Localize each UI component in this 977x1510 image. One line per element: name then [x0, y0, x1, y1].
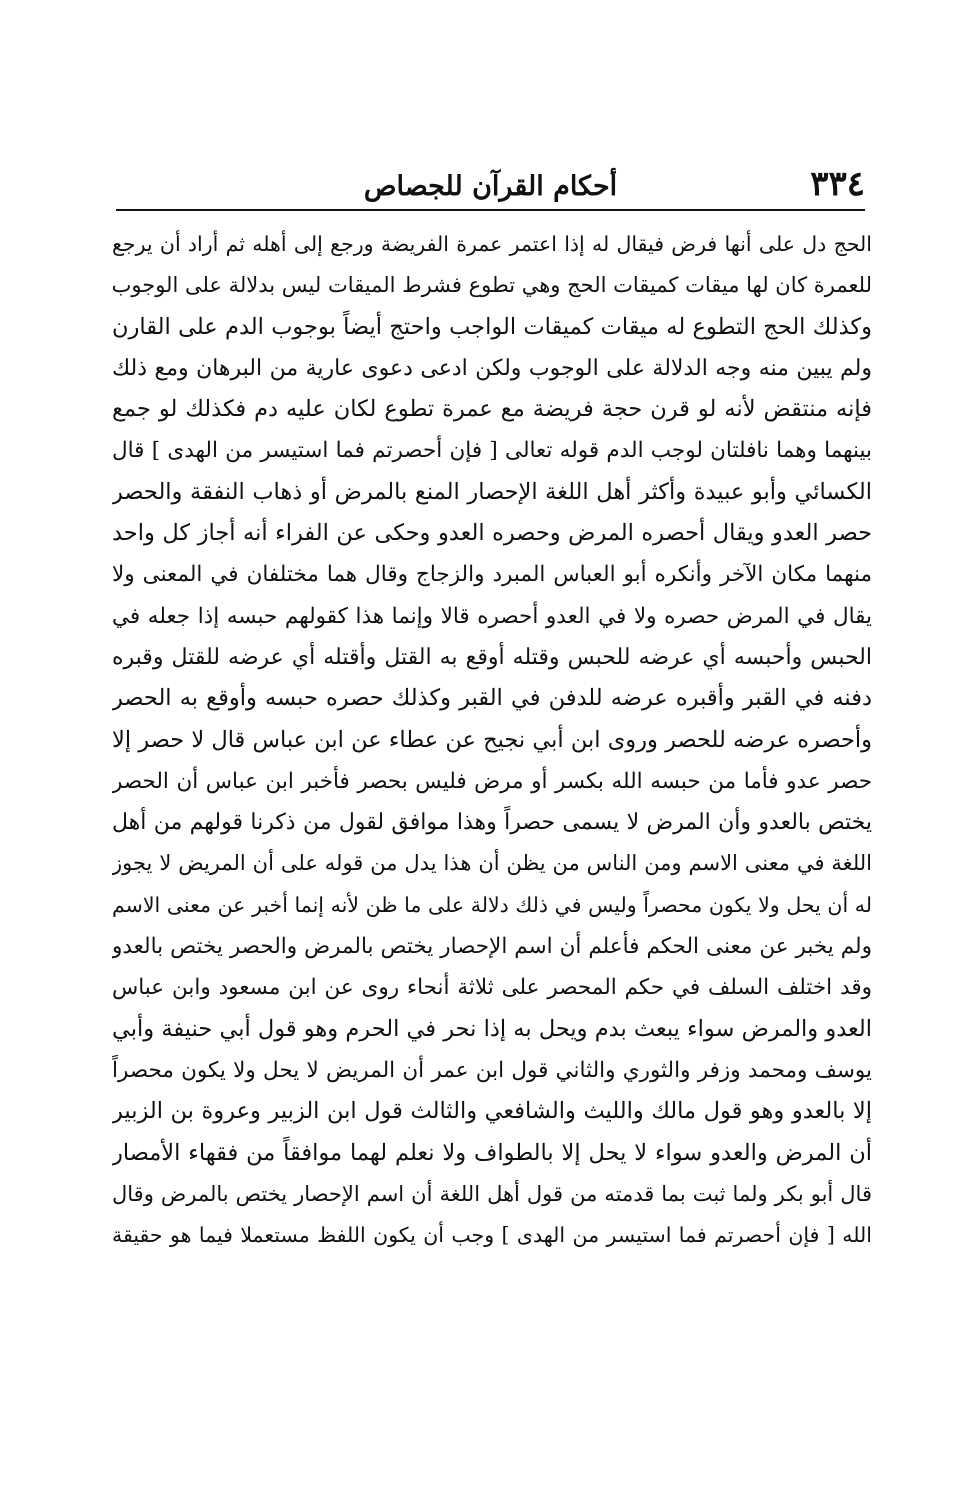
body-text	[112, 224, 872, 1256]
text-line-19: وقد اختلف السلف في حكم المحصر على ثلاثة أنحاء روى عن ابن مسعود وابن عباس	[112, 975, 872, 1001]
text-line-20: العدو والمرض سواء يبعث بدم ويحل به إذا نحر في الحرم وهو قول أبي حنيفة وأبي	[112, 1015, 872, 1042]
text-line-23: أن المرض والعدو سواء لا يحل إلا بالطواف ولا نعلم لهما موافقاً من فقهاء الأمصار	[112, 1139, 872, 1166]
header-rule	[116, 209, 865, 211]
text-line-22: إلا بالعدو وهو قول مالك والليث والشافعي والثالث قول ابن الزبير وعروة بن الزبير	[112, 1098, 872, 1125]
text-line-5: فإنه منتقض لأنه لو قرن حجة فريضة مع عمرة تطوع لكان عليه دم فكذلك لو جمع	[112, 396, 872, 423]
text-line-15: يختص بالعدو وأن المرض لا يسمى حصراً وهذا موافق لقول من ذكرنا قولهم من أهل	[112, 810, 872, 836]
text-line-8: حصر العدو ويقال أحصره المرض وحصره العدو وحكى عن الفراء أنه أجاز كل واحد	[112, 520, 872, 547]
text-line-24: قال أبو بكر ولما ثبت بما قدمته من قول أهل اللغة أن اسم الإحصار يختص بالمرض وقال	[112, 1181, 872, 1206]
text-line-9: منهما مكان الآخر وأنكره أبو العباس المبرد والزجاج وقال هما مختلفان في المعنى ولا	[112, 562, 872, 588]
page-header	[116, 158, 865, 212]
text-line-7: الكسائي وأبو عبيدة وأكثر أهل اللغة الإحصار المنع بالمرض أو ذهاب النفقة والحصر	[112, 478, 872, 505]
running-title: أحكام القرآن للجصاص	[363, 171, 618, 202]
text-line-6: بينهما وهما نافلتان لوجب الدم قوله تعالى [ فإن أحصرتم فما استيسر من الهدى ] قال	[112, 438, 872, 464]
text-line-4: ولم يبين منه وجه الدلالة على الوجوب ولكن ادعى دعوى عارية من البرهان ومع ذلك	[112, 355, 872, 381]
text-line-14: حصر عدو فأما من حبسه الله بكسر أو مرض فليس بحصر فأخبر ابن عباس أن الحصر	[112, 768, 872, 794]
text-line-10: يقال في المرض حصره ولا في العدو أحصره قالا وإنما هذا كقولهم حبسه إذا جعله في	[112, 603, 872, 629]
text-line-16: اللغة في معنى الاسم ومن الناس من يظن أن هذا يدل من قوله على أن المريض لا يجوز	[112, 851, 872, 876]
text-line-13: وأحصره عرضه للحصر وروى ابن أبي نجيح عن عطاء عن ابن عباس قال لا حصر إلا	[112, 726, 872, 753]
text-line-12: دفنه في القبر وأقبره عرضه للدفن في القبر وكذلك حصره حبسه وأوقع به الحصر	[112, 685, 872, 712]
text-line-21: يوسف ومحمد وزفر والثوري والثاني قول ابن عمر أن المريض لا يحل ولا يكون محصراً	[112, 1057, 872, 1083]
text-line-11: الحبس وأحبسه أي عرضه للحبس وقتله أوقع به القتل وأقتله أي عرضه للقتل وقبره	[112, 644, 872, 670]
text-line-2: للعمرة كان لها ميقات كميقات الحج وهي تطوع فشرط الميقات ليس بدلالة على الوجوب	[112, 273, 872, 298]
text-line-17: له أن يحل ولا يكون محصراً وليس في ذلك دلالة على ما ظن لأنه إنما أخبر عن معنى الاسم	[112, 892, 872, 917]
text-line-3: وكذلك الحج التطوع له ميقات كميقات الواجب واحتج أيضاً بوجوب الدم على القارن	[112, 313, 872, 340]
text-line-18: ولم يخبر عن معنى الحكم فأعلم أن اسم الإحصار يختص بالمرض والحصر يختص بالعدو	[112, 934, 872, 960]
text-line-25: الله [ فإن أحصرتم فما استيسر من الهدى ] وجب أن يكون اللفظ مستعملا فيما هو حقيقة	[112, 1223, 872, 1248]
text-line-1: الحج دل على أنها فرض فيقال له إذا اعتمر عمرة الفريضة ورجع إلى أهله ثم أراد أن يرجع	[112, 232, 872, 256]
page-number: ٣٣٤	[810, 164, 865, 204]
